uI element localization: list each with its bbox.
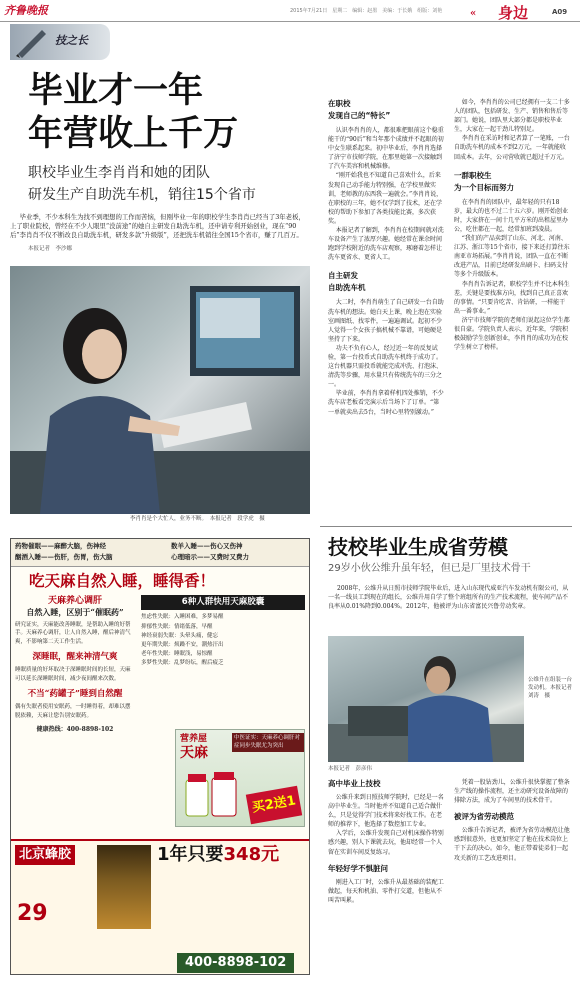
ad-product-box bbox=[175, 729, 305, 827]
paragraph: 凭着一股钻劲儿，公维升很快掌握了整条生产线的操作流程，还主动研究设备故障的排除方法，成为了车间里的技术骨干。 bbox=[454, 779, 570, 805]
photo-woman-at-computer bbox=[10, 266, 310, 514]
page-number: A09 bbox=[552, 8, 568, 16]
ad-right-column bbox=[141, 595, 305, 669]
paragraph: 入学后，公维升发现自己对机床操作特别感兴趣，别人下课就去玩，他却经常一个人留在实训车间反复练习。 bbox=[328, 830, 444, 856]
subhead: 自助洗车机 bbox=[328, 283, 366, 293]
ad-subhead: 不当“药罐子”睡到自然醒 bbox=[27, 688, 123, 699]
story2-lead: 2008年，公维升从日照市技师学院毕业后，进入山东现代威亚汽车发动机有限公司，从一名一线员工到现在的组长，公维升用自学了整个班组所有的生产技术流程，使车间产品不良率从0.01%降到0.004%。2012年，他被评为山东省富民兴鲁劳动奖章。 bbox=[328, 585, 569, 611]
ad-product-name: 天麻 bbox=[180, 745, 208, 761]
ad-subhead: 天麻养心调肝 bbox=[47, 596, 102, 606]
paragraph: 功夫不负有心人，经过近一年的反复试验，第一台投币式自助洗车机终于成功了。这台机器只需投币就能完成冲洗、打泡沫、清洗等步骤，用水量只有传统洗车的三分之一。 bbox=[328, 344, 443, 389]
paragraph: 大二时，李肖肖萌生了自己研发一台自助洗车机的想法。她白天上课，晚上泡在实验室画图纸、找零件，一遍遍调试。起初不少人觉得一个女孩子搞机械不靠谱，可她硬是坚持了下来。 bbox=[328, 299, 444, 343]
ad-text: 研究证实，天麻能改善睡眠，是帮助入睡的好帮手。天麻养心调肝，让人自然入睡，醒后神清气爽，不影响第二天工作生活。 bbox=[15, 621, 131, 645]
ad-subhead: 深睡眠，醒来神清气爽 bbox=[32, 651, 118, 662]
paragraph: 毕业前，李肖肖拿着样机四处推销，不少洗车店老板看完演示后当场下了订单。“第一单就卖出去5台，当时心里特别激动。” bbox=[328, 390, 444, 416]
subheadline-line-2: 研发生产自助洗车机，销往15个省市 bbox=[28, 187, 256, 203]
subhead: 被评为省劳动模范 bbox=[454, 812, 514, 822]
subhead: 发现自己的“特长” bbox=[328, 111, 391, 120]
paragraph: 济宁市技师学院的老师们说起这位学生都很自豪。学院负责人表示，近年来，学院积极鼓励学生创新创业，李肖肖的成功为在校学生树立了榜样。 bbox=[454, 316, 570, 352]
lead-paragraph: 毕业季，不少本科生为找不到理想的工作而苦恼，但刚毕业一年的职校学生李肖肖已经当了3年老板，上了职业院校，曾经在不少人眼里“没前途”的她自主研发自助洗车机，还申请专利开始创业，现在“90后”李肖肖不仅不断改良自助洗车机，研发多款“升级版”，还把洗车机销往全国15个省市，赚了几百万。 bbox=[10, 213, 305, 240]
honey-price-label bbox=[157, 843, 279, 867]
ad-text: 偶有失眠者使用安眠药，一时睡得着，却难以摆脱依赖，天麻让您告别安眠药。 bbox=[15, 704, 131, 719]
ad-line: 酗酒入睡——伤肝，伤胃，伤大脑 bbox=[15, 553, 113, 561]
ad-line: 心理暗示——又费时又费力 bbox=[171, 553, 249, 561]
ad-headline: 吃天麻自然入睡，睡得香！ bbox=[29, 572, 216, 590]
ad-target-groups-title: 6种人群快用天麻胶囊 bbox=[141, 595, 305, 610]
newspaper-logo: 齐鲁晚报 bbox=[4, 4, 48, 17]
arrow-icon: « bbox=[470, 8, 477, 19]
article-column-3 bbox=[454, 98, 570, 352]
paragraph: 在李肖肖的团队中，最年轻的只有18岁，最大的也不过二十五六岁。刚开始创业时，大家挤在一间十几平方米的出租屋里办公，吃住都在一起，经常加班到凌晨。 bbox=[454, 198, 569, 233]
honey-ad[interactable] bbox=[11, 839, 309, 975]
headline-line-1: 毕业才一年 bbox=[28, 71, 204, 111]
story2-column-2 bbox=[454, 778, 570, 863]
ad-left-column bbox=[15, 595, 135, 734]
honey-small-price: 29 bbox=[17, 901, 48, 926]
section-tab[interactable] bbox=[470, 3, 550, 21]
paragraph: 刚进入工厂时，公维升从最基础的装配工做起，每天和机油、零件打交道，但他从不叫苦叫累。 bbox=[328, 878, 444, 904]
ad-list bbox=[141, 613, 305, 668]
paragraph: 公维升告诉记者，被评为省劳动模范让他感到很意外，也更加坚定了他在技术岗位上干下去的决心。如今，他正带着徒弟们一起攻关新的工艺改进项目。 bbox=[454, 827, 570, 862]
section-banner bbox=[10, 24, 110, 60]
paragraph: “我们的产品卖到了山东、河北、河南、江苏、浙江等15个省市，接下来还打算往东南亚市场拓展。”李肖肖说，团队一直在不断改进产品，目前已经研发出刷卡、扫码支付等多个升级版本。 bbox=[454, 235, 570, 279]
ad-line: 数羊入睡——伤心又伤神 bbox=[171, 542, 243, 550]
ad-text: 睡眠质量的好坏取决于深睡眠时间的长短，天麻可以延长深睡眠时间，减少夜间醒来次数。 bbox=[15, 667, 131, 682]
paragraph: “刚开始我也不知道自己喜欢什么，后来发现自己动手能力特别强，在学校里做实训，老师教的东西我一遍就会。”李肖肖说，在职校的三年，她不仅学到了技术，还在学校的帮助下参加了各类技能比赛，多次获奖。 bbox=[328, 172, 443, 225]
section-banner-text: 技之长 bbox=[55, 34, 88, 47]
subheadline bbox=[28, 162, 256, 206]
buy-promo-badge[interactable]: 买2送1 bbox=[246, 786, 302, 825]
ad-list-item: 多梦性失眠：乱梦纷纭，醒后疲乏 bbox=[141, 660, 224, 667]
subhead: 高中毕业上技校 bbox=[328, 779, 381, 788]
photo-caption: 李肖肖是个大忙人，业务不断。 本报记者 段学虎 摄 bbox=[130, 516, 265, 522]
pill-bottles-icon bbox=[182, 770, 242, 820]
ad-product-label: 营养屋 bbox=[180, 734, 208, 744]
ad-top-band bbox=[11, 539, 309, 567]
ad-phone: 健康热线：400-8898-102 bbox=[36, 725, 114, 733]
ad-list-item: 神经衰弱失眠：头晕头痛，健忘 bbox=[141, 632, 219, 639]
paragraph: 李肖肖告诉记者，职校学生并不比本科生差，关键是要找准方向，找到自己真正喜欢的事情。“只要肯吃苦、肯钻研，一样能干出一番事业。” bbox=[454, 280, 570, 315]
subhead: 在职校 bbox=[328, 99, 351, 108]
subhead: 一群职校生 bbox=[454, 170, 492, 180]
paragraph: 公维升来到日照技师学院时，已经是一名高中毕业生。当时他并不知道自己适合做什么，只是觉得学门技术将来好找工作。在老师的推荐下，他选择了数控加工专业。 bbox=[328, 794, 444, 829]
ad-product-note: 中医证实：天麻养心调肝对症同步失眠尤为突出 bbox=[232, 733, 304, 752]
paragraph: 李肖肖在采访时和记者算了一笔账，一台自助洗车机的成本不到2万元，一年就能收回成本。去年，公司营收就已超过千万元。 bbox=[454, 135, 570, 161]
byline: 本报记者 李沙娜 bbox=[28, 246, 73, 252]
ad-list-item: 焦虑性失眠：入睡困难，多梦易醒 bbox=[141, 614, 224, 621]
ad-line: 药物催眠——麻醉大脑，伤神经 bbox=[15, 542, 106, 550]
subhead: 自主研发 bbox=[328, 271, 358, 281]
subheadline-line-1: 职校毕业生李肖肖和她的团队 bbox=[28, 165, 210, 181]
ad-top-left bbox=[15, 541, 113, 563]
ad-subhead: 自然入睡，区别于“催眠药” bbox=[26, 607, 124, 618]
pen-icon bbox=[12, 24, 52, 60]
photo-worker-assembling-engine bbox=[328, 636, 524, 762]
story2-subheadline: 29岁小伙公维升虽年轻，但已是厂里技术骨干 bbox=[328, 563, 531, 574]
honey-price: 348元 bbox=[223, 844, 280, 865]
story2-photo-caption: 公维升在组装一台发动机。本报记者 刘涛 摄 bbox=[528, 677, 578, 699]
subhead: 年轻好学不惧脏问 bbox=[328, 863, 388, 873]
subhead: 为一个目标而努力 bbox=[454, 182, 514, 192]
story2-column-1 bbox=[328, 778, 444, 905]
ad-list-item: 抑郁性失眠：情绪低落，早醒 bbox=[141, 623, 213, 630]
paragraph: 认识李肖肖的人，都很难把眼前这个稳重能干的“90后”和当年那个成绩并不起眼的初中女生联系起来。初中毕业后，李肖肖选择了济宁市技师学院，在那里她第一次接触到了汽车美容和机械维修。 bbox=[328, 127, 444, 171]
story2-headline: 技校毕业生成省劳模 bbox=[328, 535, 508, 559]
ad-list-item: 更年期失眠：烦躁不安，潮热汗出 bbox=[141, 642, 224, 649]
ad-top-right bbox=[171, 541, 249, 563]
honey-phone[interactable]: 400-8898-102 bbox=[177, 953, 294, 973]
honey-price-prefix: 1年只要 bbox=[157, 844, 224, 865]
ad-list-item: 老年性失眠：睡眠浅，易惊醒 bbox=[141, 651, 213, 658]
paragraph: 如今，李肖肖的公司已经拥有一支二十多人的团队，包括研发、生产、销售和售后等部门。她说，团队里大部分都是职校毕业生，大家在一起干劲儿特别足。 bbox=[454, 99, 570, 134]
story2-byline: 本报记者 彭彦伟 bbox=[328, 766, 373, 772]
headline bbox=[28, 70, 238, 156]
divider bbox=[320, 526, 572, 527]
article-column-2 bbox=[328, 98, 444, 417]
paragraph: 本报记者了解到，李肖肖在校期间就对洗车设备产生了浓厚兴趣。她经常在课余时间跑到学校附近的洗车店观察，琢磨着怎样让洗车更省水、更省人工。 bbox=[328, 227, 444, 262]
honey-brand: 北京蜂胶 bbox=[15, 845, 75, 865]
section-name: 身边 bbox=[498, 4, 529, 22]
advertisement[interactable] bbox=[10, 538, 310, 975]
dateline: 2015年7月21日 星期二 编辑：赵墨 美编：于长娥 组版：刘艳 bbox=[290, 8, 443, 14]
honey-jar-image bbox=[97, 845, 151, 929]
headline-line-2: 年营收上千万 bbox=[28, 114, 239, 154]
